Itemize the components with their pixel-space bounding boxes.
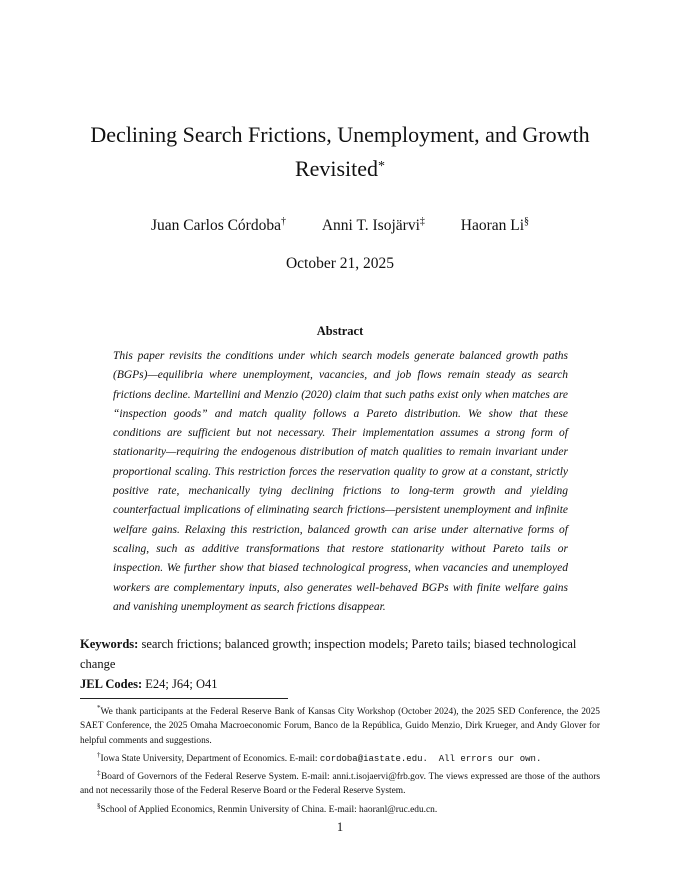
- footnote-text: School of Applied Economics, Renmin University of China. E-mail: haoranl@ruc.edu.cn.: [100, 804, 438, 815]
- author-footnote-mark: ‡: [419, 216, 425, 227]
- footnote-text: Iowa State University, Department of Economics. E-mail:: [100, 753, 320, 764]
- jel-text: E24; J64; O41: [145, 677, 218, 691]
- footnote-isojarvi: [80, 766, 600, 799]
- keywords-text: search frictions; balanced growth; inspection models; Pareto tails; biased technological change: [80, 637, 577, 671]
- footnote-mark: *: [97, 704, 101, 712]
- footnote-mark: §: [97, 801, 101, 810]
- abstract-body: This paper revisits the conditions under which search models generate balanced growth paths (BGPs)—equilibria where unemployment, vacancies, and job flows remain steady as search frictions decline. Martellini and Menzio (2020) claim that such paths exist only when matches are “inspection goods” and match quality follows a Pareto distribution. We show that these conditions are sufficient but not necessary. Their implementation assumes a strong form of stationarity—requiring the endogenous distribution of match qualities to remain invariant under proportional scaling. This restriction forces the reservation quality to grow at a constant, strictly positive rate, mechanically tying declining frictions to long-term growth and yielding counterfactual implications of eliminating search frictions—persistent unemployment and infinite welfare gains. Relaxing this restriction, balanced growth can arise under alternative forms of scaling, such as additive transformations that restore stationarity without Pareto tails or inspection. We further show that biased technological progress, when vacancies and unemployed workers are complementary inputs, also generates well-behaved BGPs with finite welfare gains and vanishing unemployment as search frictions disappear.: [113, 350, 568, 613]
- footnotes: [80, 701, 600, 817]
- footnote-rule: [80, 698, 288, 699]
- author-isojarvi: [322, 212, 425, 236]
- footnote-acknowledgments: [80, 701, 600, 748]
- author-name: Haoran Li: [460, 217, 525, 235]
- author-footnote-mark: †: [280, 216, 286, 227]
- footnote-mark: ‡: [97, 769, 101, 778]
- author-list: [60, 212, 620, 236]
- footnote-li: [80, 799, 600, 817]
- author-name: Anni T. Isojärvi: [321, 217, 420, 235]
- jel-codes-line: [80, 675, 600, 693]
- author-footnote-mark: §: [524, 216, 530, 227]
- jel-label: JEL Codes:: [80, 677, 143, 691]
- author-li: [461, 212, 529, 236]
- footnote-text: Board of Governors of the Federal Reserve System. E-mail: anni.t.isojaervi@frb.gov. The views expressed are those of the authors and not necessarily those of the Federal Reserve Board or the Federal Reserve System.: [80, 772, 600, 797]
- paper-title-text: Declining Search Frictions, Unemployment, and Growth Revisited: [90, 122, 590, 181]
- paper-date: October 21, 2025: [285, 255, 395, 272]
- footnote-email: cordoba@iastate.edu.: [319, 753, 428, 764]
- abstract-heading: Abstract: [316, 324, 364, 338]
- author-cordoba: [151, 212, 286, 236]
- page-number: 1: [336, 820, 344, 834]
- author-name: Juan Carlos Córdoba: [150, 217, 281, 235]
- paper-title: [70, 118, 610, 186]
- keywords-line: [80, 634, 600, 674]
- footnote-text: We thank participants at the Federal Reserve Bank of Kansas City Workshop (October 2024), the 2025 SED Conference, the 2025 SAET Conference, the 2025 Omaha Macroeconomic Forum, Banco de la República, Guido Menzio, Dirk Krueger, and Andy Glover for helpful comments and suggestions.: [80, 707, 600, 746]
- footnote-cordoba: [80, 748, 600, 766]
- title-footnote-mark: *: [378, 159, 386, 174]
- footnote-mark: †: [97, 750, 101, 759]
- footnote-extra: All errors our own.: [427, 753, 542, 764]
- keywords-label: Keywords:: [80, 637, 139, 651]
